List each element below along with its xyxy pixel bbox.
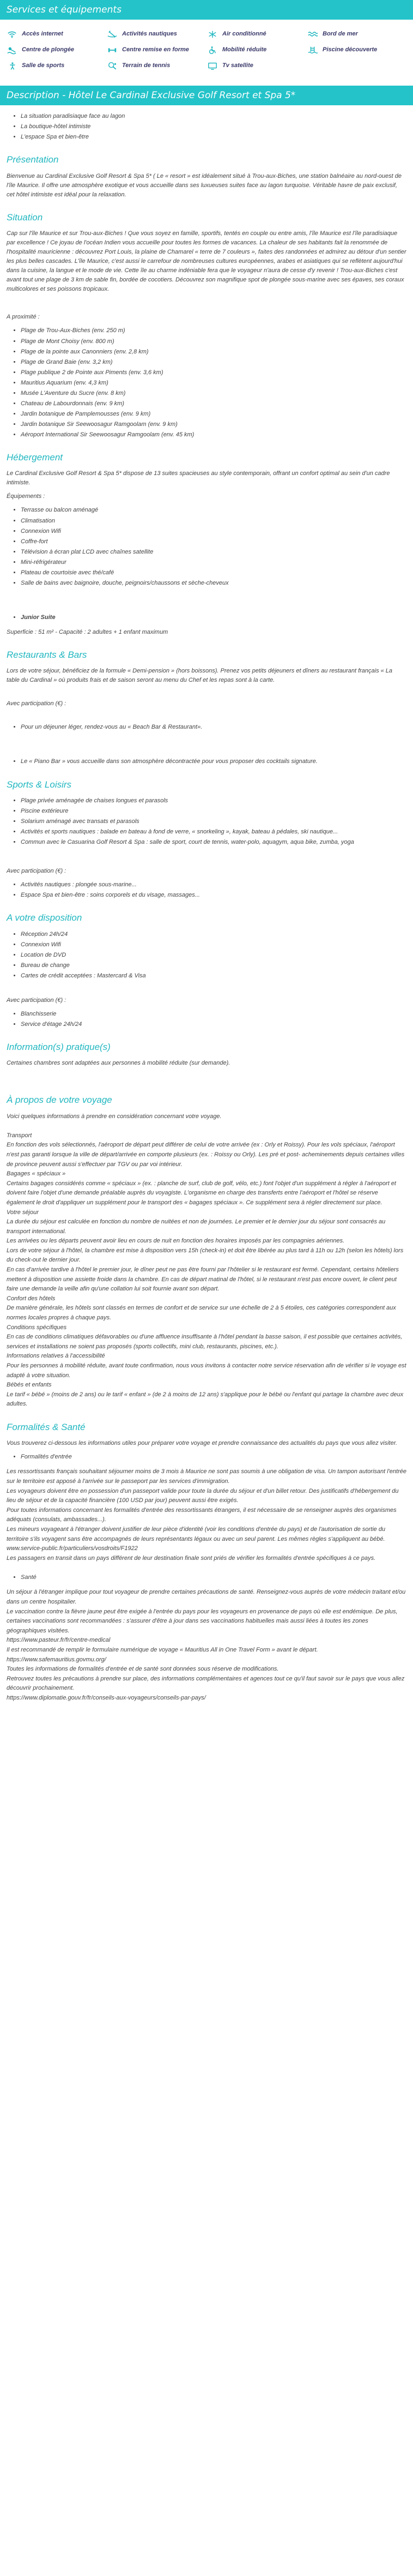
subheading: • Santé — [21, 1573, 406, 1582]
list-item: • Terrasse ou balcon aménagé — [21, 506, 406, 515]
highlights-list — [21, 112, 406, 142]
situation-text: Cap sur l'île Maurice et sur Trou-aux-Biches ! Que vous soyez en famille, sportifs, tentés en couple ou entre amis, l'île Maurice est l'île paradisiaque par excellence ! Ce joyau de l'océan Indien vous accueille pour toutes les formes de vacances. La chaleur de ses habitants fait la renommée de l'hospitalité mauricienne : découvrez Port Louis, la plaine de Chamarel « terre de 7 couleurs », faites des randonnées et admirez au détour d'un sentier les plus belles cascades. L'île Maurice, c'est aussi le carrefour de nombreuses cultures européennes, arabes et asiatiques qui se reflètent aujourd'hui dans la cuisine, la langue et le mode de vie. Cette île au charme indéniable fera que le voyageur n'aura de cesse d'y revenir ! Trou-aux-Biches c'est avant tout une plage de 3 km de sable fin, bordée de cocotiers. Découvrez son magnifique spot de plongée sous-marine avec ses épaves, ses coraux multicolores et ses poissons tropicaux. — [7, 230, 406, 293]
paragraph: En cas de conditions climatiques défavorables ou d'une affluence insuffisante à l'hôtel pendant la basse saison, il est possible que certaines activités, services et installations ne soient pas proposés (sports collectifs, mini club, restaurants, piscines, etc.). — [7, 1334, 403, 1350]
dumbbell-icon — [107, 46, 118, 55]
list-item: • Plage de la pointe aux Canonniers (env. 2,8 km) — [21, 347, 406, 357]
paragraph: De manière générale, les hôtels sont classés en termes de confort et de service sur une échelle de 2 à 5 étoiles, ces catégories correspondent aux normes locales propres à chaque pays. — [7, 1305, 396, 1322]
list-item: • Commun avec le Casuarina Golf Resort & Spa : salle de sport, court de tennis, water-polo, aquagym, aqua bike, zumba, yoga — [21, 838, 406, 847]
service-heading: A votre disposition — [7, 912, 82, 923]
diver-icon — [7, 46, 17, 55]
service-seaside — [307, 29, 408, 39]
proximity-label: A proximité : — [7, 314, 40, 321]
link[interactable]: www.service-public.fr/particuliers/vosdroits/F1922 — [7, 1545, 138, 1552]
sports-paid-label: Avec participation (€) : — [7, 868, 66, 875]
waves-icon — [307, 30, 318, 39]
pool-icon — [307, 46, 318, 55]
service-label: Bord de mer — [323, 31, 358, 37]
paragraph: Votre séjour — [7, 1209, 39, 1216]
list-item: • Plage publique 2 de Pointe aux Piments (env. 3,6 km) — [21, 368, 406, 377]
suite-name: • Junior Suite — [21, 613, 406, 622]
paragraph: Conditions spécifiques — [7, 1324, 67, 1331]
list-item: • Mauritius Aquarium (env. 4,3 km) — [21, 379, 406, 388]
service-label: Centre remise en forme — [122, 46, 189, 53]
sante-details — [7, 1588, 406, 1703]
list-item: • Location de DVD — [21, 951, 406, 960]
paragraph: Il est recommandé de remplir le formulaire numérique de voyage « Mauritius All in One Travel Form » avant le départ. https://www.safemauritius.govmu.org/ — [7, 1646, 318, 1663]
formalites-sub1 — [21, 1452, 406, 1462]
paragraph: En cas d'arrivée tardive à l'hôtel le premier jour, le dîner peut ne pas être fourni par l'hôtelier si le restaurant est fermé. Cependant, certains hôteliers mettent à disposition une assiette froide dans la chambre. En cas de départ matinal de l'hôtel, si le restaurant n'est pas encore ouvert, le client peut faire une demande la veille afin qu'une collation lui soit fournie avant son départ. — [7, 1266, 399, 1293]
list-item: • Coffre-fort — [21, 537, 406, 547]
link[interactable]: https://www.pasteur.fr/fr/centre-medical — [7, 1637, 111, 1644]
restaurants-paid-label: Avec participation (€) : — [7, 700, 66, 707]
list-item: • Pour un déjeuner léger, rendez-vous au « Beach Bar & Restaurant». — [21, 723, 406, 732]
service-fitness-center — [107, 45, 207, 55]
list-item: • Télévision à écran plat LCD avec chaînes satellite — [21, 548, 406, 557]
kayak-icon — [107, 30, 118, 39]
paragraph: Le tarif « bébé » (moins de 2 ans) ou le tarif « enfant » (de 2 à moins de 12 ans) s'applique pour le bébé ou l'enfant qui partage la chambre avec deux adultes. — [7, 1391, 404, 1408]
service-gym — [7, 61, 107, 70]
service-pool — [307, 45, 408, 55]
presentation-heading: Présentation — [7, 154, 59, 165]
service-label: Activités nautiques — [122, 31, 177, 37]
list-item: • Jardin botanique de Pamplemousses (env. 9 km) — [21, 410, 406, 419]
subheading: • Formalités d'entrée — [21, 1452, 406, 1462]
service-tennis — [107, 61, 207, 70]
paragraph: Pour toutes informations concernant les formalités d'entrée des ressortissants étrangers, il est nécessaire de se renseigner auprès des organismes adéquats (consulats, ambassades...). — [7, 1506, 397, 1523]
list-item: • Jardin botanique Sir Seewoosagur Ramgoolam (env. 9 km) — [21, 420, 406, 429]
paragraph: Informations relatives à l'accessibilité — [7, 1353, 105, 1360]
service-diving — [7, 45, 107, 55]
paragraph: Lors de votre séjour à l'hôtel, la chambre est mise à disposition vers 15h (check-in) et doit être libérée au plus tard à 11h ou 12h (selon les hôtels) lors du check-out le dernier jour. — [7, 1247, 404, 1264]
paragraph: Les ressortissants français souhaitant séjourner moins de 3 mois à Maurice ne sont pas soumis à une obligation de visa. Un tampon autorisant l'entrée sur le territoire est apposé à l'arrivée sur le passeport par les services d'immigration. — [7, 1468, 406, 1485]
info-heading: Information(s) pratique(s) — [7, 1041, 111, 1052]
list-item: • Connexion Wifi — [21, 940, 406, 950]
equipments-list — [21, 506, 406, 587]
list-item: • Connexion Wifi — [21, 527, 406, 536]
sports-heading: Sports & Loisirs — [7, 779, 72, 790]
proximity-list — [21, 326, 406, 440]
list-item: • Plage de Mont Choisy (env. 800 m) — [21, 337, 406, 346]
list-item: • Activités nautiques : plongée sous-marine... — [21, 880, 406, 890]
service-label: Piscine découverte — [323, 46, 378, 53]
formalites-details — [7, 1467, 406, 1563]
paragraph: Les mineurs voyageant à l'étranger doivent justifier de leur pièce d'identité (voir les conditions d'entrée du pays) et de l'autorisation de sortie du territoire s'ils voyagent sans être accompagnés de leurs représentants légaux ou avec un seul parent. Les mêmes règles s'appliquent au bébé. — [7, 1526, 386, 1542]
service-label: Terrain de tennis — [122, 62, 171, 69]
suite-details: Superficie : 51 m² - Capacité : 2 adultes + 1 enfant maximum — [7, 628, 168, 635]
paragraph: Les arrivées ou les départs peuvent avoir lieu en cours de nuit en fonction des horaires imposés par les compagnies aériennes. — [7, 1238, 345, 1245]
paragraph: Un séjour à l'étranger implique pour tout voyageur de prendre certaines précautions de santé. Renseignez-vous auprès de votre médecin traitant et/ou dans un centre hospitalier. — [7, 1589, 406, 1605]
snowflake-icon — [207, 30, 218, 39]
paragraph: Toutes les informations de formalités d'entrée et de santé sont données sous réserve de modifications. — [7, 1666, 279, 1673]
fitness-icon — [7, 62, 17, 70]
paragraph: Les voyageurs doivent être en possession d'un passeport valide pour toute la durée du séjour et d'un billet retour. Des justificatifs d'hébergement du lieu de séjour et de la capacité financière (100 USD par jour) peuvent aussi être exigés. — [7, 1487, 399, 1504]
list-item: • Mini-réfrigérateur — [21, 558, 406, 567]
paragraph: Bébés et enfants — [7, 1382, 52, 1389]
service-label: Centre de plongée — [22, 46, 74, 53]
list-item: • Blanchisserie — [21, 1010, 406, 1019]
service-aircon — [207, 29, 307, 39]
restaurants-text: Lors de votre séjour, bénéficiez de la formule « Demi-pension » (hors boissons). Prenez vos petits déjeuners et dîners au restaurant français « La table du Cardinal » où produits frais et de saison seront au menu du Chef et les repas sont à la carte. — [7, 668, 393, 684]
service-label: Tv satellite — [222, 62, 253, 69]
list-item: • Réception 24h/24 — [21, 930, 406, 939]
list-item: • Service d'étage 24h/24 — [21, 1020, 406, 1029]
wheelchair-icon — [207, 46, 218, 55]
paragraph: Bagages « spéciaux » — [7, 1170, 66, 1178]
paragraph: Retrouvez toutes les précautions à prendre sur place, des informations complémentaires et agences tout ce qu'il faut savoir sur le pays que vous allez découvrir prochainement. — [7, 1675, 405, 1692]
restaurants-list — [21, 723, 406, 732]
paragraph: Les passagers en transit dans un pays différent de leur destination finale sont priés de vérifier les formalités d'entrée spécifiques à ce pays. — [7, 1554, 376, 1562]
equipments-label: Équipements : — [7, 493, 45, 500]
list-item: • Solarium aménagé avec transats et parasols — [21, 817, 406, 826]
formalites-sub2 — [21, 1573, 406, 1582]
paragraph: Le vaccination contre la fièvre jaune peut être exigée à l'entrée du pays pour les voyageurs en provenance de pays où elle est endémique. De plus, certaines vaccinations sont recommandées : s'assurer d'être à jour dans ses vaccinations habituelles mais aussi liées à toutes les zones géographiques visitées. — [7, 1608, 398, 1634]
link[interactable]: https://www.diplomatie.gouv.fr/fr/conseils-aux-voyageurs/conseils-par-pays/ — [7, 1694, 206, 1701]
list-item: • La situation paradisiaque face au lagon — [21, 112, 406, 121]
service-label: Mobilité réduite — [222, 46, 267, 53]
service-accessibility — [207, 45, 307, 55]
service-nautical — [107, 29, 207, 39]
formalites-heading: Formalités & Santé — [7, 1421, 86, 1432]
sports-paid-list — [21, 880, 406, 900]
info-text: Certaines chambres sont adaptées aux personnes à mobilité réduite (sur demande). — [7, 1060, 230, 1067]
tv-icon — [207, 62, 218, 70]
description-banner: Description - Hôtel Le Cardinal Exclusive Golf Resort et Spa 5* — [0, 86, 413, 105]
presentation-text: Bienvenue au Cardinal Exclusive Golf Resort & Spa 5* ( Le « resort » est idéalement situé à Trou-aux-Biches, une station balnéaire au nord-ouest de l'île Maurice. Il offre une atmosphère exotique et vous accueille dans ses luxueuses suites face au lagon turquoise. Véritable havre de paix exclusif, cet hôtel intimiste est idéal pour la relaxation. — [7, 172, 402, 198]
list-item: • Salle de bains avec baignoire, douche, peignoirs/chaussons et sèche-cheveux — [21, 579, 406, 588]
list-item: • Le « Piano Bar » vous accueille dans son atmosphère décontractée pour vous proposer des cocktails signature. — [21, 757, 406, 766]
list-item: • Piscine extérieure — [21, 807, 406, 816]
hebergement-heading: Hébergement — [7, 452, 63, 463]
list-item: • Espace Spa et bien-être : soins corporels et du visage, massages... — [21, 891, 406, 900]
voyage-intro: Voici quelques informations à prendre en considération concernant votre voyage. — [7, 1113, 222, 1120]
list-item: • La boutique-hôtel intimiste — [21, 122, 406, 131]
list-item: • Plage privée aménagée de chaises longues et parasols — [21, 796, 406, 806]
voyage-details — [7, 1131, 406, 1409]
services-grid — [0, 20, 413, 78]
service-paid-label: Avec participation (€) : — [7, 996, 66, 1004]
suite-list — [21, 613, 406, 622]
paragraph: Transport — [7, 1132, 32, 1139]
situation-heading: Situation — [7, 212, 43, 223]
main-content — [0, 112, 413, 1713]
list-item: • L'espace Spa et bien-être — [21, 133, 406, 142]
list-item: • Bureau de change — [21, 961, 406, 970]
service-internet — [7, 29, 107, 39]
paragraph: La durée du séjour est calculée en fonction du nombre de nuitées et non de journées. Le premier et le dernier jour du séjour sont consacrés au transport international. — [7, 1218, 386, 1235]
sports-list — [21, 796, 406, 847]
list-item: • Climatisation — [21, 517, 406, 526]
paragraph: Certains bagages considérés comme « spéciaux » (ex. : planche de surf, club de golf, vélo, etc.) font l'objet d'un supplément à régler à l'aéroport et doivent faire l'objet d'une demande préalable auprès du voyagiste. L'organisme en charge des transferts entre l'aéroport et l'hôtel se réserve également le droit d'appliquer un supplément pour le transport des « bagages spéciaux ». Ce supplément sera à régler directement sur place. — [7, 1180, 396, 1206]
paragraph: Confort des hôtels — [7, 1295, 56, 1302]
services-banner: Services et équipements — [0, 0, 413, 20]
hebergement-text: Le Cardinal Exclusive Golf Resort & Spa 5* dispose de 13 suites spacieuses au style contemporain, offrant un confort optimal au sein d'un cadre intimiste. — [7, 470, 390, 487]
tennis-icon — [107, 62, 118, 70]
service-tv — [207, 61, 307, 70]
list-item: • Chateau de Labourdonnais (env. 9 km) — [21, 399, 406, 409]
service-label: Salle de sports — [22, 62, 65, 69]
service-label: Air conditionné — [222, 31, 266, 37]
paragraph: Pour les personnes à mobilité réduite, avant toute confirmation, nous vous invitons à contacter notre service réservation afin de vérifier si le voyage est adapté à votre situation. — [7, 1362, 406, 1379]
list-item: • Cartes de crédit acceptées : Mastercard & Visa — [21, 971, 406, 981]
wifi-icon — [7, 30, 17, 39]
restaurants-heading: Restaurants & Bars — [7, 649, 87, 660]
list-item: • Plateau de courtoisie avec thé/café — [21, 568, 406, 578]
list-item: • Plage de Trou-Aux-Biches (env. 250 m) — [21, 326, 406, 335]
list-item: • Plage de Grand Baie (env. 3,2 km) — [21, 358, 406, 367]
paragraph: En fonction des vols sélectionnés, l'aéroport de départ peut différer de celui de votre arrivée (ex : Orly et Roissy). Pour les vols spéciaux, l'aéroport n'est pas garanti lorsque la ville de départ/arrivée en comporte plusieurs (ex. : Roissy ou Orly). Les pré et post- acheminements depuis certaines villes de province peuvent aussi s'effectuer par TGV ou par voi intérieur. — [7, 1142, 405, 1168]
service-list — [21, 930, 406, 981]
service-label: Accès internet — [22, 31, 63, 37]
service-paid-list — [21, 1010, 406, 1029]
formalites-intro: Vous trouverez ci-dessous les informations utiles pour préparer votre voyage et prendre connaissance des actualités du pays que vous allez visiter. — [7, 1440, 398, 1447]
list-item: • Aéroport International Sir Seewoosagur Ramgoolam (env. 45 km) — [21, 430, 406, 440]
bars-list — [21, 757, 406, 766]
voyage-heading: À propos de votre voyage — [7, 1095, 112, 1106]
list-item: • Activités et sports nautiques : balade en bateau à fond de verre, « snorkeling », kayak, bateau à pédales, ski nautique... — [21, 827, 406, 837]
list-item: • Musée L'Aventure du Sucre (env. 8 km) — [21, 389, 406, 398]
